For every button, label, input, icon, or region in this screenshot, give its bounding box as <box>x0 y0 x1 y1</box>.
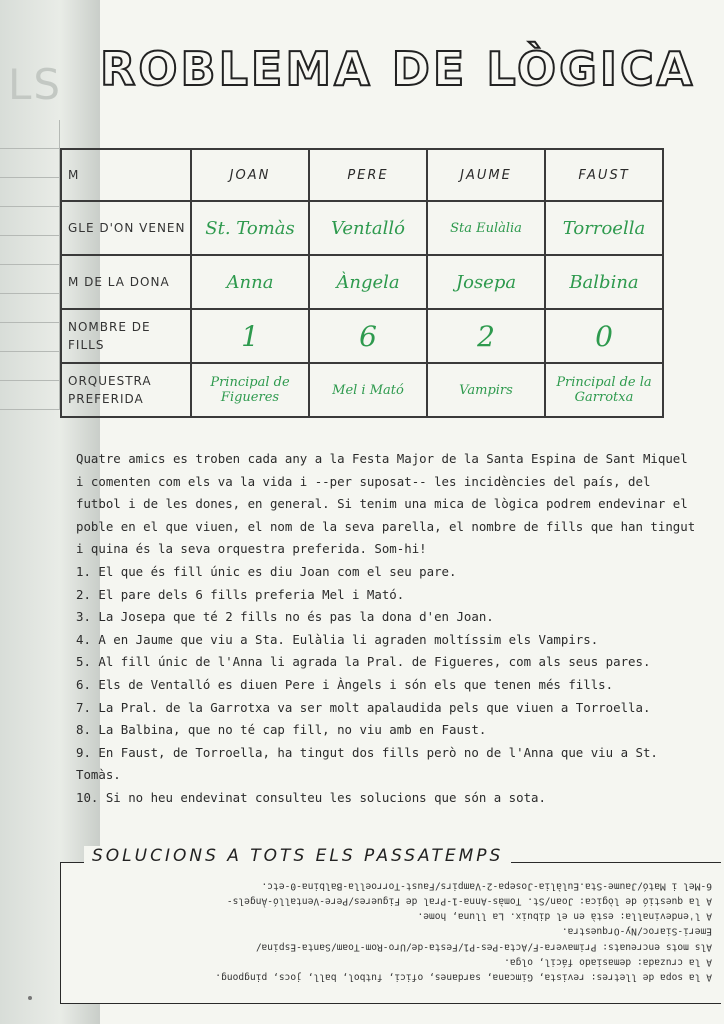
clue-item: 10. Si no heu endevinat consulteu les solucions que són a sota. <box>76 789 546 805</box>
answer-cell: Sta Eulàlia <box>427 201 545 255</box>
column-jaume: JAUME <box>427 149 545 201</box>
grid-row-children <box>61 309 663 363</box>
answer-cell: Vampirs <box>427 363 545 417</box>
column-joan: JOAN <box>191 149 309 201</box>
answer-cell: Anna <box>191 255 309 309</box>
answer-cell: Josepa <box>427 255 545 309</box>
page-title: ROBLEMA DE LÒGICA <box>100 42 696 96</box>
clue-item: 6. Els de Ventalló es diuen Pere i Àngels i són els que tenen més fills. <box>76 676 614 692</box>
clue-item: 9. En Faust, de Torroella, ha tingut dos fills però no de l'Anna que viu a St. Tomàs. <box>76 744 658 783</box>
answer-cell: 2 <box>427 309 545 363</box>
clue-item: 2. El pare dels 6 fills preferia Mel i Mató. <box>76 586 405 602</box>
solution-line: A la sopa de lletres: revista, Gimcana, sardanes, ofici, futbol, ball, jocs, pingpong. <box>215 971 712 983</box>
intro-paragraph: Quatre amics es troben cada any a la Festa Major de la Santa Espina de Sant Miquel i comenten com els va la vida i --per suposat-- les incidències del país, del futbol i de les dones, en general. Si tenim una mica de lògica podrem endevinar el poble en el que viuen, el nom de la seva parella, el nombre de fills que han tingut i quina és la seva orquestra preferida. Som-hi! <box>76 451 696 557</box>
row-label: M DE LA DONA <box>61 255 191 309</box>
clue-item: 4. A en Jaume que viu a Sta. Eulàlia li agraden moltíssim els Vampirs. <box>76 631 599 647</box>
solution-line: Emeri-Siaroc/Ny-Orquestra. <box>561 925 712 937</box>
grid-row-orchestra <box>61 363 663 417</box>
row-label: NOMBRE DE FILLS <box>61 309 191 363</box>
answer-cell: Balbina <box>545 255 663 309</box>
clue-item: 3. La Josepa que té 2 fills no és pas la dona d'en Joan. <box>76 609 494 625</box>
row-label: ORQUESTRA PREFERIDA <box>61 363 191 417</box>
answer-cell: Àngela <box>309 255 427 309</box>
answer-cell: Ventalló <box>309 201 427 255</box>
answer-cell: 1 <box>191 309 309 363</box>
solution-line: A l'endevinalla: està en el dibuix. La lluna, home. <box>417 910 712 922</box>
answer-cell: 0 <box>545 309 663 363</box>
column-faust: FAUST <box>545 149 663 201</box>
logic-grid <box>60 148 664 418</box>
grid-row-village <box>61 201 663 255</box>
clue-item: 5. Al fill únic de l'Anna li agrada la Pral. de Figueres, com als seus pares. <box>76 654 651 670</box>
grid-row-wife <box>61 255 663 309</box>
answer-cell: Torroella <box>545 201 663 255</box>
grid-header-row <box>61 149 663 201</box>
left-page-ghost-letters: LS <box>8 60 63 109</box>
clue-item: 8. La Balbina, que no té cap fill, no viu amb en Faust. <box>76 722 487 738</box>
answer-cell: Mel i Mató <box>309 363 427 417</box>
answer-cell: St. Tomàs <box>191 201 309 255</box>
row-label: GLE D'ON VENEN <box>61 201 191 255</box>
solution-line: 6-Mel i Mató/Jaume-Sta.Eulàlia-Josepa-2-Vampirs/Faust-Torroella-Balbina-0-etc. <box>261 880 712 892</box>
clue-list <box>76 561 696 810</box>
clue-item: 7. La Pral. de la Garrotxa va ser molt apalaudida pels que viuen a Torroella. <box>76 699 651 715</box>
solutions-upside-down <box>72 878 712 984</box>
page-dot <box>28 996 32 1000</box>
left-page-grid <box>0 120 60 420</box>
clue-item: 1. El que és fill únic es diu Joan com el seu pare. <box>76 563 457 579</box>
answer-cell: Principal de Figueres <box>191 363 309 417</box>
solution-line: Als mots encreuats: Primavera-F/Acta-Pes-P1/Festa-de/Uro-Rom-Toam/Santa-Espina/ <box>255 941 712 953</box>
puzzle-text <box>76 448 696 810</box>
solutions-heading: SOLUCIONS A TOTS ELS PASSATEMPS <box>84 846 511 866</box>
grid-corner: M <box>61 149 191 201</box>
answer-cell: 6 <box>309 309 427 363</box>
solution-line: A la cruzada: demasiado fácil, olga. <box>504 956 712 968</box>
column-pere: PERE <box>309 149 427 201</box>
answer-cell: Principal de la Garrotxa <box>545 363 663 417</box>
solution-line: A la questió de lògica: Joan/St. Tomàs-Anna-1-Pral de Figueres/Pere-Ventalló-Àngels- <box>226 895 712 907</box>
